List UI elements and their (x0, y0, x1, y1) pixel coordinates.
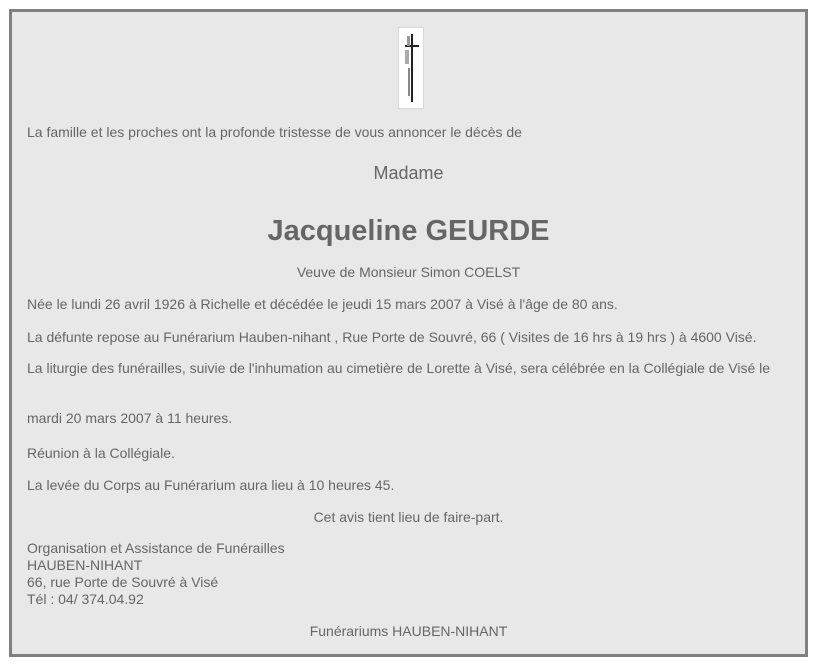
organisation-line-4: Tél : 04/ 374.04.92 (27, 591, 144, 607)
widow-of-text: Veuve de Monsieur Simon COELST (296, 264, 521, 280)
deceased-name: Jacqueline GEURDE (267, 215, 550, 247)
rests-text: La défunte repose au Funérarium Hauben-nihant , Rue Porte de Souvré, 66 ( Visites de 16 hrs à 19 hrs ) à 4600 Visé. (27, 329, 757, 345)
obituary-panel (9, 9, 808, 657)
footer-text: Funérariums HAUBEN-NIHANT (309, 623, 508, 639)
ceremony-date: mardi 20 mars 2007 à 11 heures. (27, 410, 233, 426)
organisation-line-2: HAUBEN-NIHANT (27, 557, 143, 573)
meeting-text: Réunion à la Collégiale. (27, 445, 175, 461)
intro-text: La famille et les proches ont la profonde tristesse de vous annoncer le décès de (27, 124, 522, 140)
levee-text: La levée du Corps au Funérarium aura lieu à 10 heures 45. (27, 477, 395, 493)
organisation-line-1: Organisation et Assistance de Funérailles (27, 540, 285, 556)
organisation-line-3: 66, rue Porte de Souvré à Visé (27, 574, 219, 590)
cross-icon (398, 27, 424, 109)
honorific: Madame (373, 163, 444, 183)
birth-death-text: Née le lundi 26 avril 1926 à Richelle et décédée le jeudi 15 mars 2007 à Visé à l'âge de 80 ans. (27, 296, 618, 312)
liturgy-text: La liturgie des funérailles, suivie de l'inhumation au cimetière de Lorette à Visé, sera célébrée en la Collégiale de Visé le (27, 360, 771, 376)
notice-text: Cet avis tient lieu de faire-part. (313, 509, 504, 525)
